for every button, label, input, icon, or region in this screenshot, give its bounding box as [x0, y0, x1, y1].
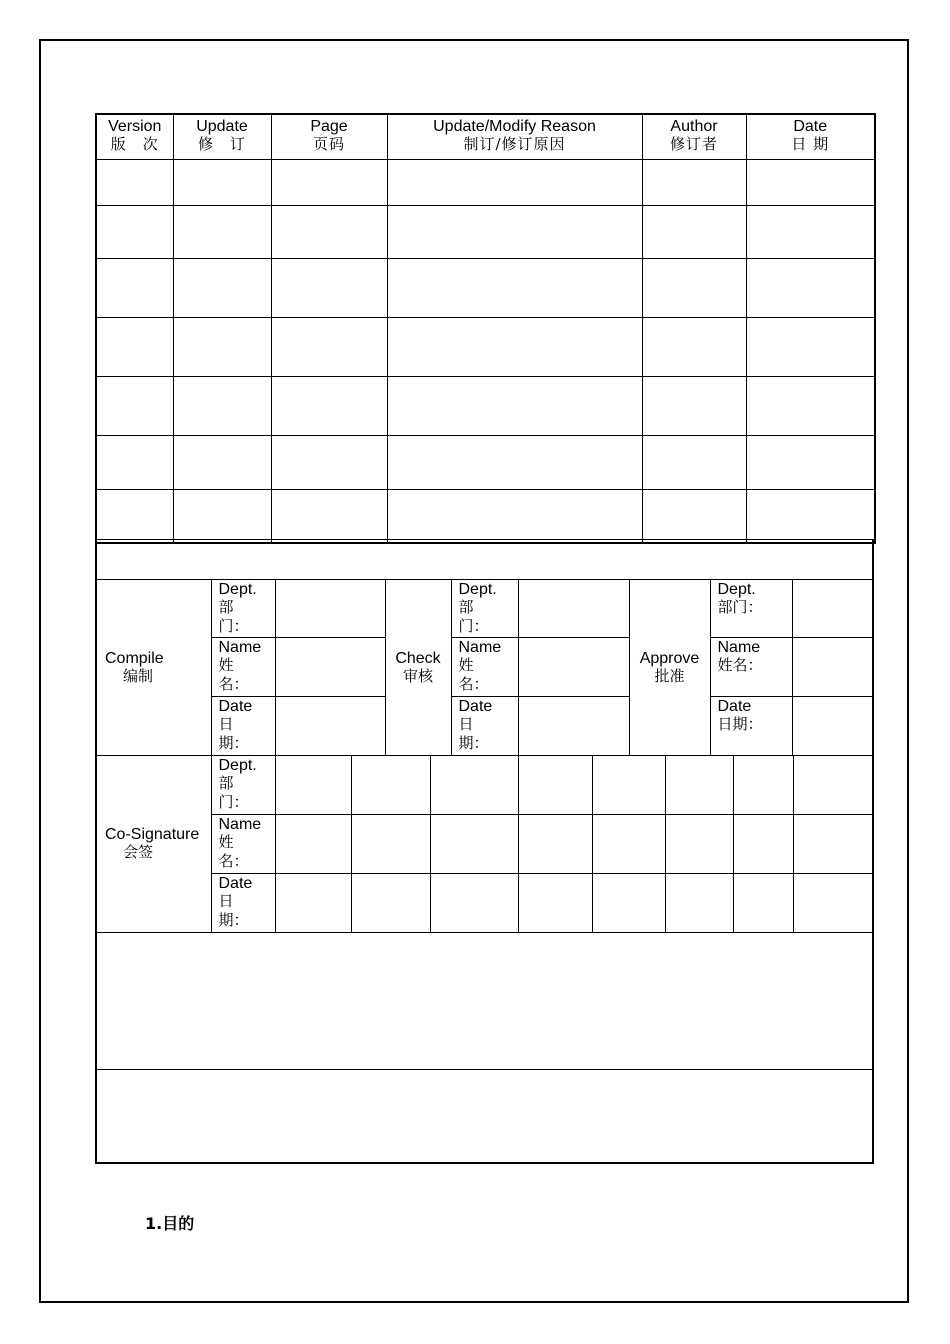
section-heading: 1.目的 [145, 1214, 195, 1233]
cell[interactable] [642, 318, 746, 377]
cell[interactable] [642, 377, 746, 436]
cell[interactable] [96, 490, 173, 543]
cell[interactable] [387, 160, 642, 206]
cell[interactable] [271, 377, 387, 436]
cell[interactable] [746, 490, 875, 543]
compile-dept-value[interactable] [275, 580, 385, 638]
cell[interactable] [430, 756, 518, 815]
check-date-label: Date 日 期： [451, 697, 518, 756]
approve-date-value[interactable] [792, 697, 873, 756]
compile-name-label: Name 姓 名： [211, 638, 275, 697]
revision-row [96, 436, 875, 490]
cell[interactable] [642, 436, 746, 490]
check-name-value[interactable] [518, 638, 629, 697]
remarks-cell-2[interactable] [96, 1069, 873, 1163]
cell[interactable] [793, 815, 873, 874]
header-reason: Update/Modify Reason 制订/修订原因 [387, 114, 642, 160]
cell[interactable] [430, 815, 518, 874]
header-author: Author 修订者 [642, 114, 746, 160]
cell[interactable] [592, 815, 665, 874]
cell[interactable] [96, 436, 173, 490]
cell[interactable] [387, 377, 642, 436]
spacer-row [96, 540, 873, 580]
spacer-cell [96, 540, 873, 580]
cell[interactable] [173, 206, 271, 259]
cell[interactable] [746, 206, 875, 259]
cell[interactable] [173, 259, 271, 318]
cell[interactable] [387, 436, 642, 490]
cell[interactable] [173, 160, 271, 206]
cell[interactable] [271, 259, 387, 318]
compile-dept-label: Dept. 部 门： [211, 580, 275, 638]
cell[interactable] [271, 490, 387, 543]
cell[interactable] [793, 756, 873, 815]
cell[interactable] [746, 436, 875, 490]
cell[interactable] [351, 815, 430, 874]
cell[interactable] [96, 318, 173, 377]
cell[interactable] [96, 377, 173, 436]
cell[interactable] [746, 377, 875, 436]
approve-date-label: Date 日期： [710, 697, 792, 756]
cell[interactable] [351, 874, 430, 933]
revision-row [96, 206, 875, 259]
compile-name-value[interactable] [275, 638, 385, 697]
revision-row [96, 318, 875, 377]
compile-date-label: Date 日 期： [211, 697, 275, 756]
approve-name-value[interactable] [792, 638, 873, 697]
cell[interactable] [387, 259, 642, 318]
cell[interactable] [642, 259, 746, 318]
approval-table [95, 539, 874, 756]
cell[interactable] [518, 874, 592, 933]
cosign-dept-label: Dept. 部 门： [211, 756, 275, 815]
revision-history-table [95, 113, 876, 544]
cell[interactable] [271, 436, 387, 490]
approve-name-label: Name 姓名： [710, 638, 792, 697]
cell[interactable] [275, 815, 351, 874]
cell[interactable] [96, 160, 173, 206]
revision-row [96, 490, 875, 543]
cell[interactable] [271, 160, 387, 206]
remarks-table [95, 933, 874, 1164]
cosign-name-label: Name 姓 名： [211, 815, 275, 874]
header-page: Page 页码 [271, 114, 387, 160]
header-update: Update 修 订 [173, 114, 271, 160]
cell[interactable] [173, 436, 271, 490]
cell[interactable] [733, 874, 793, 933]
cell[interactable] [173, 377, 271, 436]
cell[interactable] [518, 815, 592, 874]
cell[interactable] [665, 756, 733, 815]
cell[interactable] [173, 490, 271, 543]
remarks-cell-1[interactable] [96, 933, 873, 1069]
check-date-value[interactable] [518, 697, 629, 756]
cell[interactable] [733, 815, 793, 874]
cell[interactable] [387, 318, 642, 377]
approve-label-cell: Approve 批准 [629, 580, 710, 756]
cell[interactable] [642, 490, 746, 543]
cell[interactable] [271, 318, 387, 377]
cell[interactable] [642, 160, 746, 206]
cell[interactable] [96, 206, 173, 259]
revision-row [96, 160, 875, 206]
approve-dept-value[interactable] [792, 580, 873, 638]
cell[interactable] [430, 874, 518, 933]
cosign-date-label: Date 日 期： [211, 874, 275, 933]
cell[interactable] [665, 874, 733, 933]
cell[interactable] [518, 756, 592, 815]
cell[interactable] [793, 874, 873, 933]
compile-date-value[interactable] [275, 697, 385, 756]
cell[interactable] [665, 815, 733, 874]
cell[interactable] [642, 206, 746, 259]
cell[interactable] [746, 318, 875, 377]
cosignature-label-cell: Co-Signature 会签 [96, 756, 211, 933]
cell[interactable] [173, 318, 271, 377]
revision-row [96, 259, 875, 318]
cell[interactable] [271, 206, 387, 259]
approve-dept-label: Dept. 部门： [710, 580, 792, 638]
cell[interactable] [96, 259, 173, 318]
cell[interactable] [275, 756, 351, 815]
check-name-label: Name 姓 名： [451, 638, 518, 697]
cell[interactable] [746, 259, 875, 318]
check-dept-label: Dept. 部 门： [451, 580, 518, 638]
cell[interactable] [592, 756, 665, 815]
check-dept-value[interactable] [518, 580, 629, 638]
revision-header-row [96, 114, 875, 160]
cell[interactable] [387, 206, 642, 259]
cell[interactable] [387, 490, 642, 543]
cosignature-table [95, 755, 874, 933]
header-version: Version 版 次 [96, 114, 173, 160]
cell[interactable] [351, 756, 430, 815]
check-label-cell: Check 审核 [385, 580, 451, 756]
header-date: Date 日 期 [746, 114, 875, 160]
cell[interactable] [733, 756, 793, 815]
cell[interactable] [275, 874, 351, 933]
revision-row [96, 377, 875, 436]
compile-label-cell: Compile 编制 [96, 580, 211, 756]
cell[interactable] [592, 874, 665, 933]
cell[interactable] [746, 160, 875, 206]
